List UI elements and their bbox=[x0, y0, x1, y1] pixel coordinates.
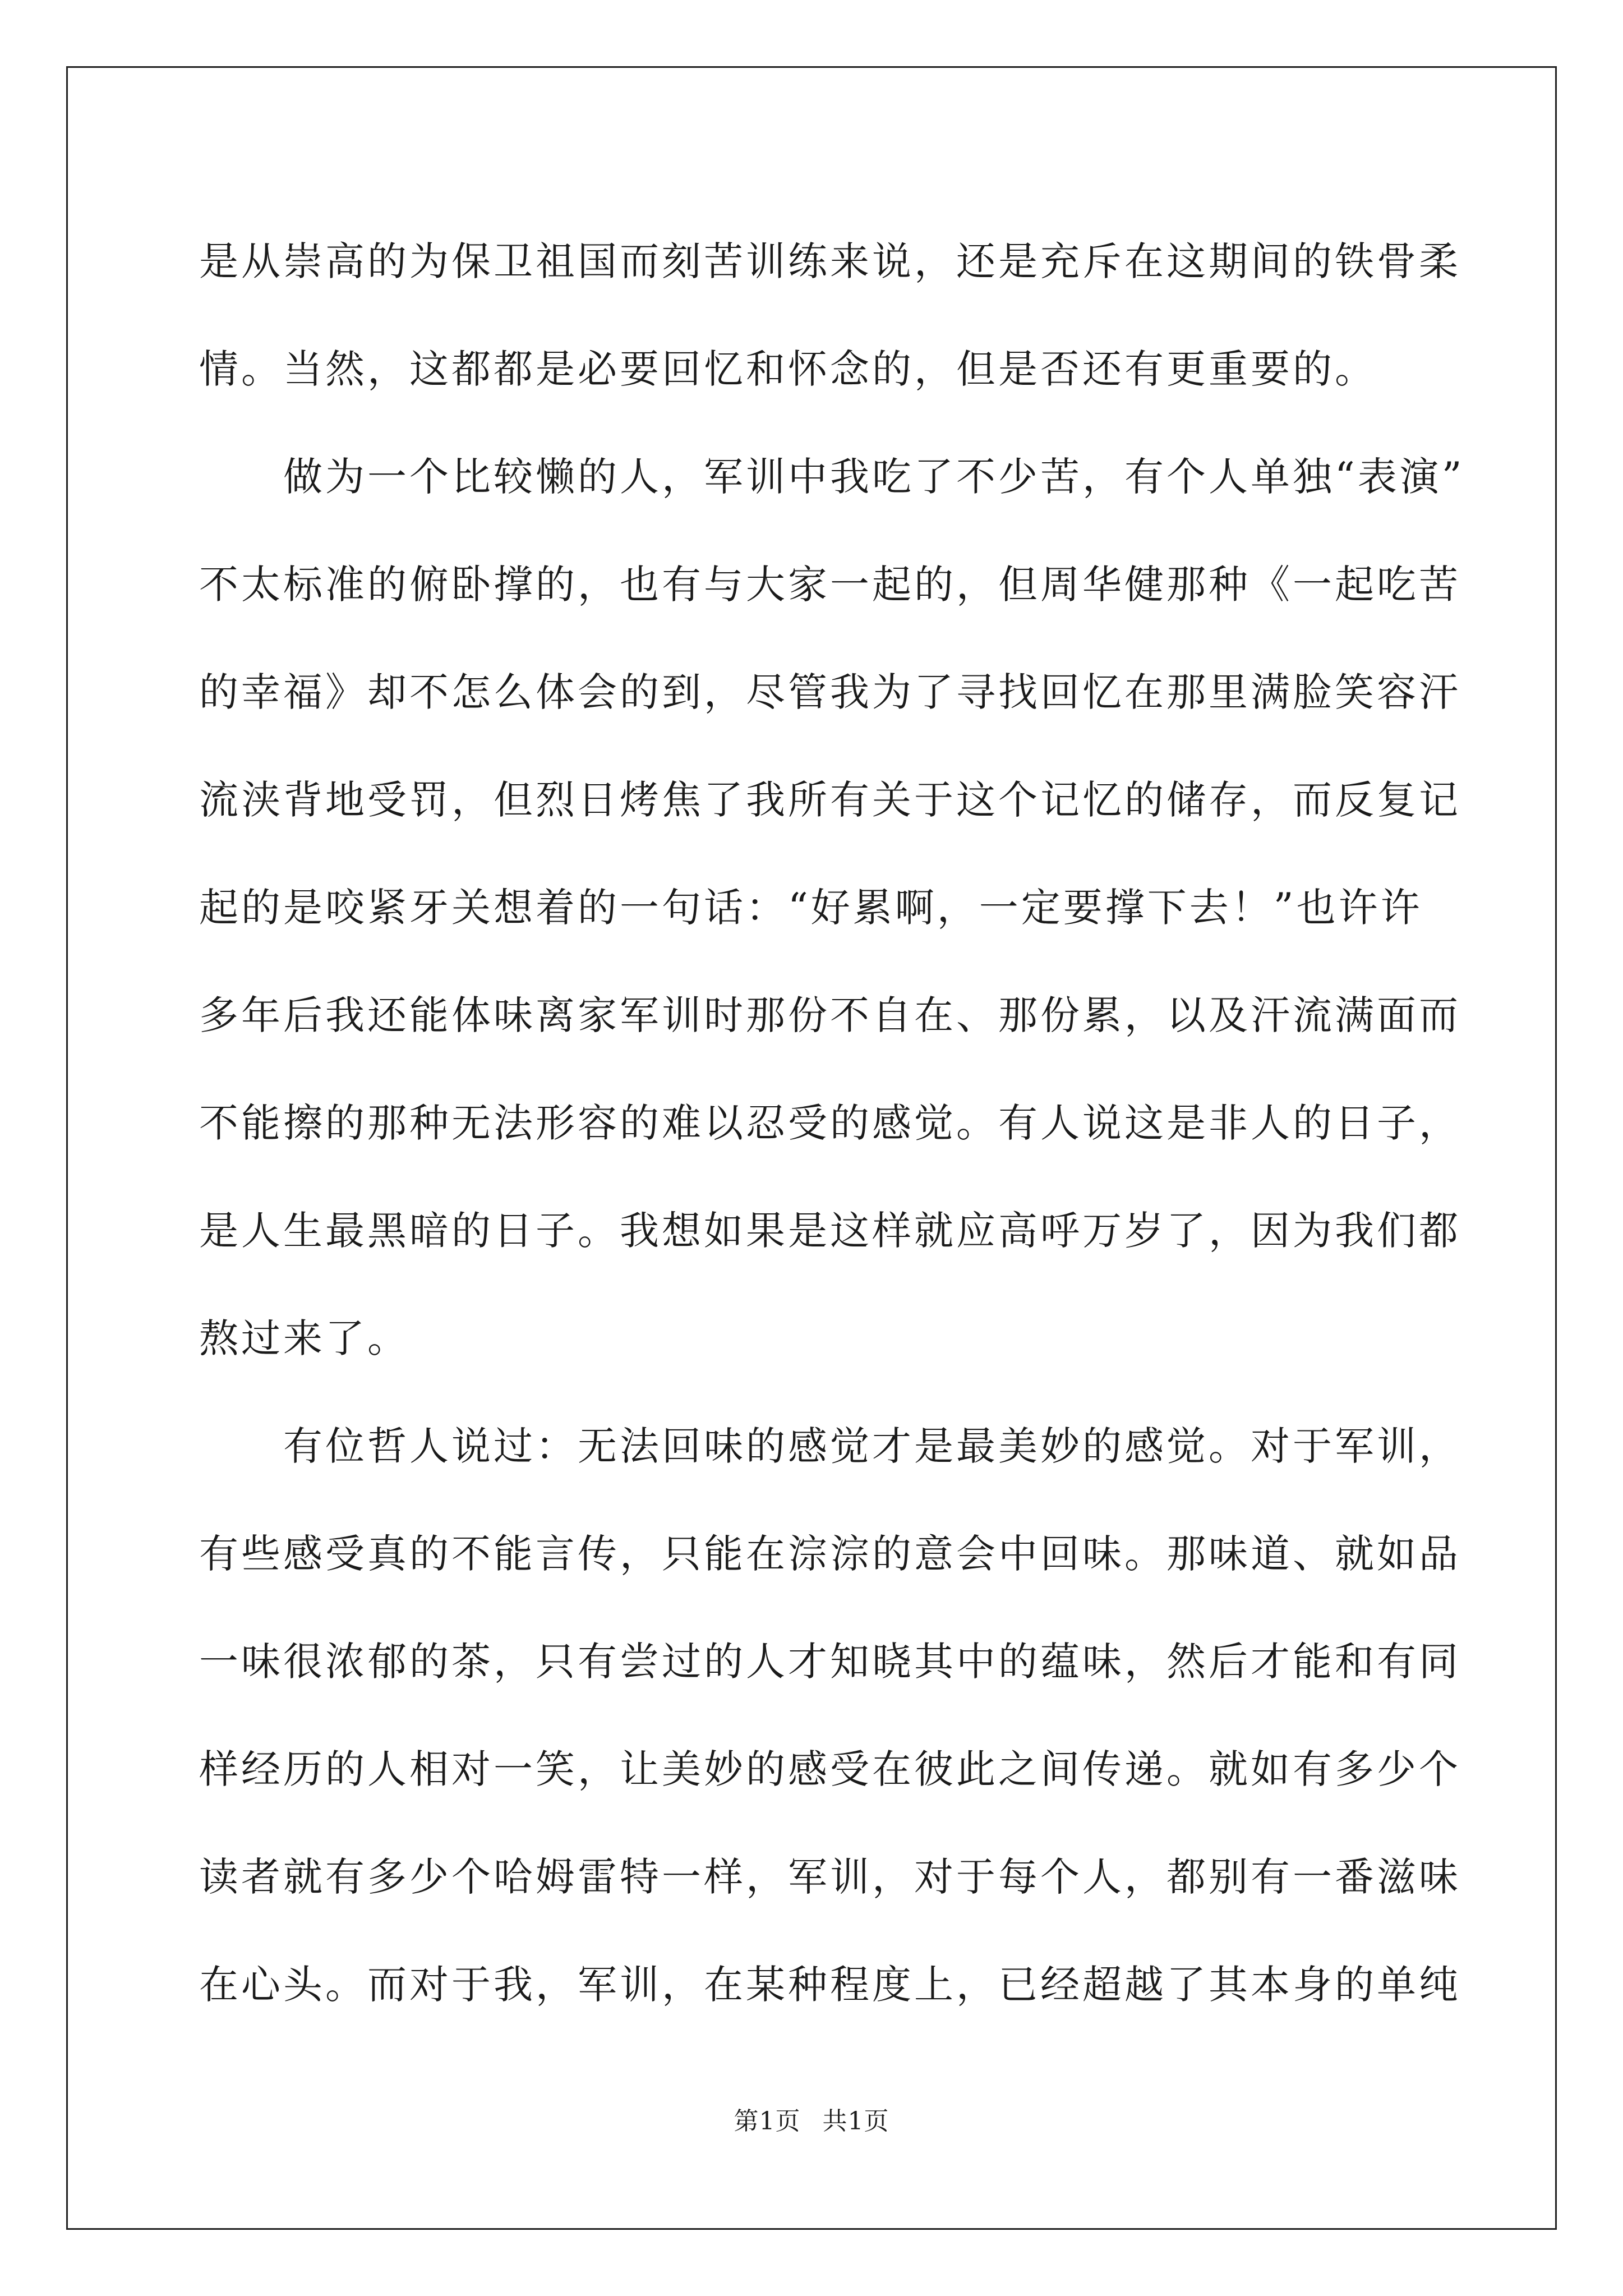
text-line: 是人生最黑暗的日子。我想如果是这样就应高呼万岁了，因为我们都 bbox=[199, 1208, 1461, 1254]
page-number: 第1页 bbox=[734, 2107, 801, 2136]
text-line: 不太标准的俯卧撑的，也有与大家一起的，但周华健那种《一起吃苦 bbox=[199, 562, 1461, 608]
text-line: 样经历的人相对一笑，让美妙的感受在彼此之间传递。就如有多少个 bbox=[199, 1746, 1461, 1792]
text-line: 不能擦的那种无法形容的难以忍受的感觉。有人说这是非人的日子， bbox=[199, 1100, 1461, 1146]
text-line: 多年后我还能体味离家军训时那份不自在、那份累，以及汗流满面而 bbox=[199, 992, 1461, 1038]
text-line: 是从崇高的为保卫祖国而刻苦训练来说，还是充斥在这期间的铁骨柔 bbox=[199, 238, 1461, 284]
text-line: 有些感受真的不能言传，只能在淙淙的意会中回味。那味道、就如品 bbox=[199, 1531, 1461, 1577]
text-line: 流浃背地受罚，但烈日烤焦了我所有关于这个记忆的储存，而反复记 bbox=[199, 777, 1461, 823]
page-total: 共1页 bbox=[822, 2107, 889, 2136]
text-line: 有位哲人说过：无法回味的感觉才是最美妙的感觉。对于军训， bbox=[199, 1423, 1461, 1469]
text-line: 读者就有多少个哈姆雷特一样，军训，对于每个人，都别有一番滋味 bbox=[199, 1854, 1461, 1900]
page-footer bbox=[0, 2101, 1623, 2137]
text-line: 在心头。而对于我，军训，在某种程度上，已经超越了其本身的单纯 bbox=[199, 1962, 1461, 2008]
text-line: 做为一个比较懒的人，军训中我吃了不少苦，有个人单独“表演” bbox=[199, 454, 1465, 500]
text-line: 起的是咬紧牙关想着的一句话：“好累啊，一定要撑下去！”也许许 bbox=[199, 885, 1423, 931]
text-line: 的幸福》却不怎么体会的到，尽管我为了寻找回忆在那里满脸笑容汗 bbox=[199, 669, 1461, 715]
text-line: 熬过来了。 bbox=[199, 1315, 409, 1361]
text-line: 一味很浓郁的茶，只有尝过的人才知晓其中的蕴味，然后才能和有同 bbox=[199, 1639, 1461, 1685]
document-body bbox=[199, 208, 1465, 2039]
text-line: 情。当然，这都都是必要回忆和怀念的，但是否还有更重要的。 bbox=[199, 346, 1377, 392]
